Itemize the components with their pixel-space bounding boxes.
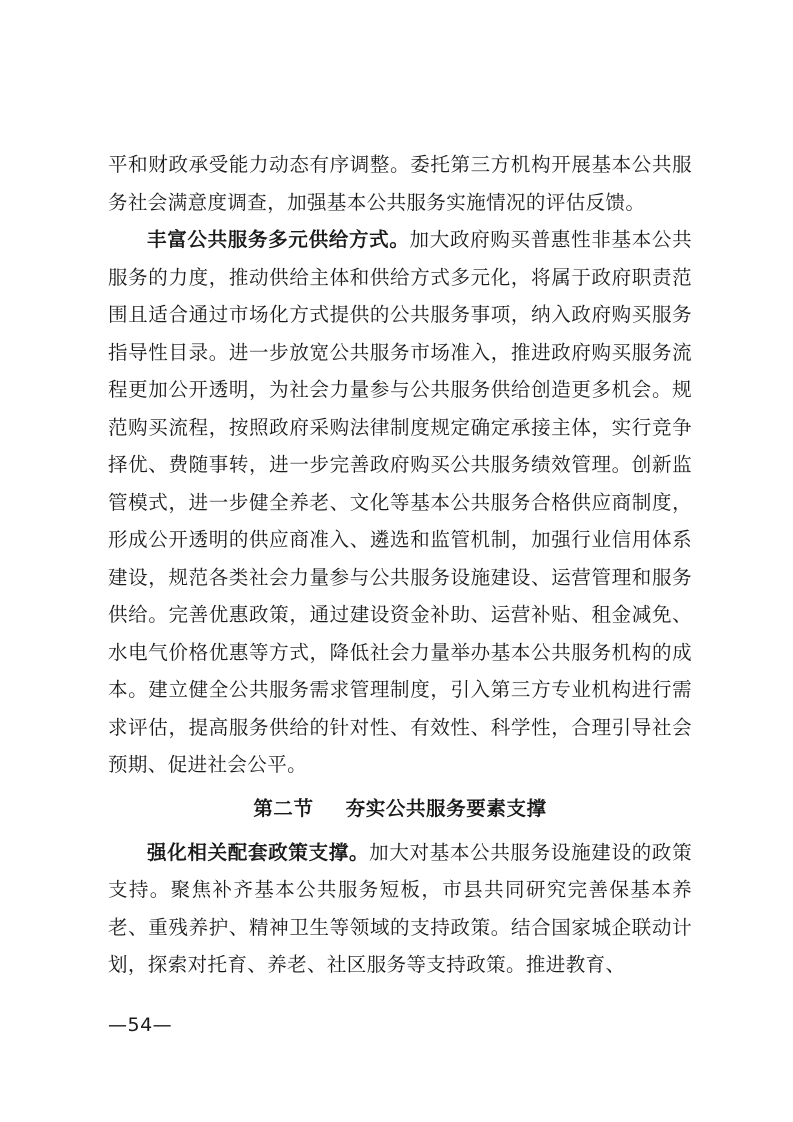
paragraph-text: 加大对基本公共服务设施建设的政策支持。聚焦补齐基本公共服务短板，市县共同研究完善保基本养老、重残养护、精神卫生等领域的支持政策。结合国家城企联动计划，探索对托育、养老、社区服务等支持政策。推进教育、 xyxy=(108,840,692,976)
page-number: —54— xyxy=(108,1014,173,1036)
section-title: 夯实公共服务要素支撑 xyxy=(345,796,547,820)
document-page xyxy=(108,146,692,984)
section-heading xyxy=(108,790,692,828)
section-number: 第二节 xyxy=(253,796,314,820)
paragraph-lead-heading: 丰富公共服务多元供给方式。 xyxy=(147,228,410,251)
paragraph-policy-support xyxy=(108,834,692,984)
paragraph-lead-heading: 强化相关配套政策支撑。 xyxy=(147,840,370,864)
paragraph-text: 加大政府购买普惠性非基本公共服务的力度，推动供给主体和供给方式多元化，将属于政府职责范围且适合通过市场化方式提供的公共服务事项，纳入政府购买服务指导性目录。进一步放宽公共服务市场准入，推进政府购买服务流程更加公开透明，为社会力量参与公共服务供给创造更多机会。规范购买流程，按照政府采购法律制度规定确定承接主体，实行竞争择优、费随事转，进一步完善政府购买公共服务绩效管理。创新监管模式，进一步健全养老、文化等基本公共服务合格供应商制度，形成公开透明的供应商准入、遴选和监管机制，加强行业信用体系建设，规范各类社会力量参与公共服务设施建设、运营管理和服务供给。完善优惠政策，通过建设资金补助、运营补贴、租金减免、水电气价格优惠等方式，降低社会力量举办基本公共服务机构的成本。建立健全公共服务需求管理制度，引入第三方专业机构进行需求评估，提高服务供给的针对性、有效性、科学性，合理引导社会预期、促进社会公平。 xyxy=(108,228,692,776)
paragraph-continuation xyxy=(108,146,692,221)
paragraph-text: 平和财政承受能力动态有序调整。委托第三方机构开展基本公共服务社会满意度调查，加强基本公共服务实施情况的评估反馈。 xyxy=(108,153,692,214)
paragraph-public-service-supply xyxy=(108,221,692,784)
